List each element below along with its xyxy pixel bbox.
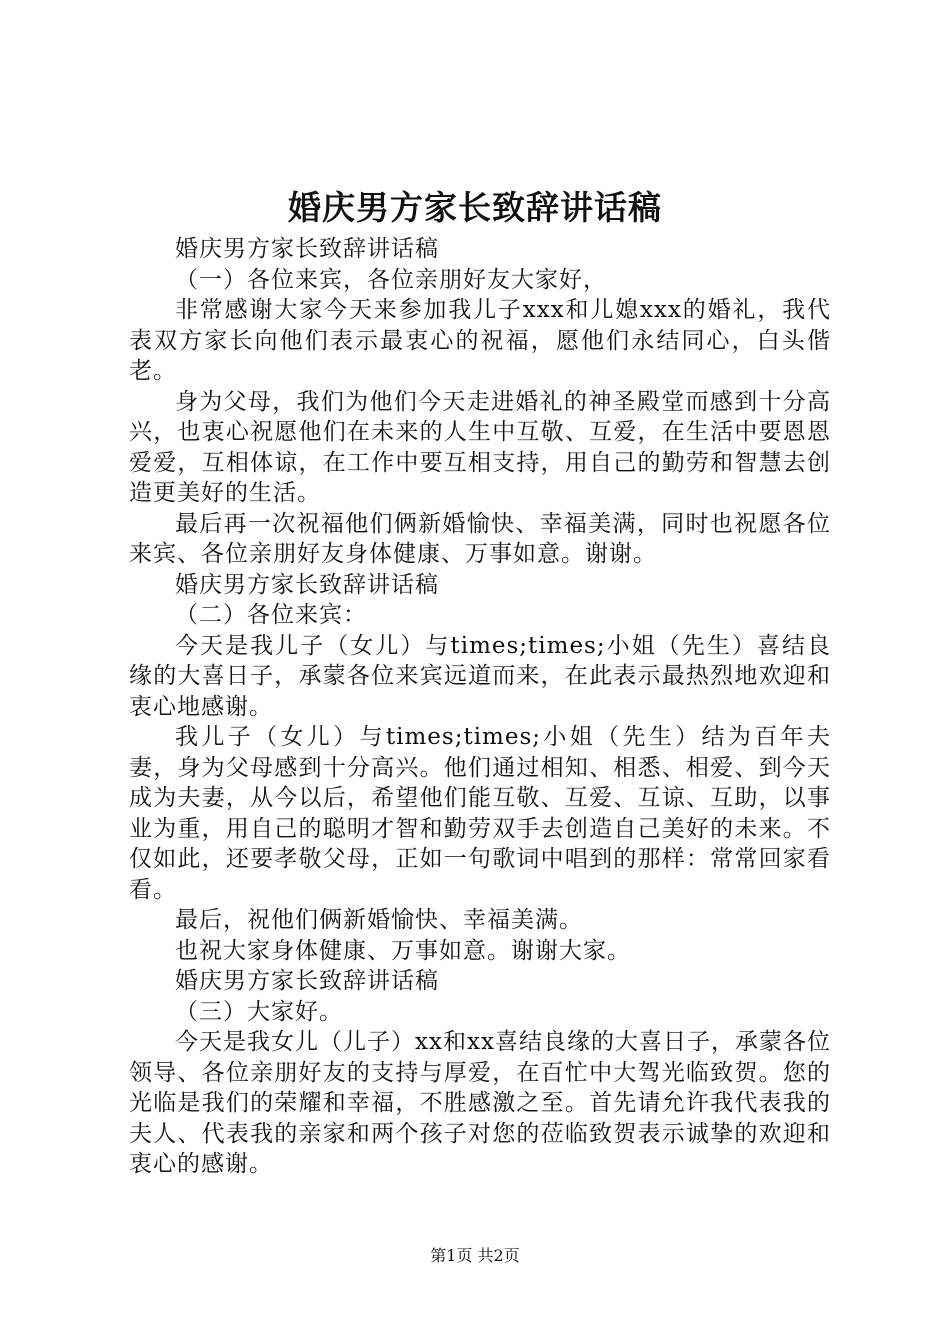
section-heading: 婚庆男方家长致辞讲话稿 (175, 571, 439, 598)
page-footer: 第1页 共2页 (430, 1246, 520, 1265)
paragraph: 也祝大家身体健康、万事如意。谢谢大家。 (175, 937, 631, 964)
paragraph: （二）各位来宾： (175, 602, 367, 628)
paragraph: 非常感谢大家今天来参加我儿子xxx和儿媳xxx的婚礼，我代表双方家长向他们表示最衷心的祝福，愿他们永结同心，白头偕老。 (129, 297, 831, 384)
paragraph: 最后，祝他们俩新婚愉快、幸福美满。 (175, 907, 583, 933)
paragraph: 身为父母，我们为他们今天走进婚礼的神圣殿堂而感到十分高兴，也衷心祝愿他们在未来的人生中互敬、互爱，在生活中要恩恩爱爱，互相体谅，在工作中要互相支持，用自己的勤劳和智慧去创造更美好的生活。 (129, 388, 831, 506)
section-heading: 婚庆男方家长致辞讲话稿 (175, 968, 439, 994)
section-heading: 婚庆男方家长致辞讲话稿 (175, 236, 439, 262)
paragraph: （三）大家好。 (175, 998, 343, 1025)
paragraph: 今天是我女儿（儿子）xx和xx喜结良缘的大喜日子，承蒙各位领导、各位亲朋好友的支持与厚爱，在百忙中大驾光临致贺。您的光临是我们的荣耀和幸福，不胜感激之至。首先请允许我代表我的夫人、代表我的亲家和两个孩子对您的莅临致贺表示诚挚的欢迎和衷心的感谢。 (129, 1029, 831, 1177)
paragraph: 今天是我儿子（女儿）与times;times;小姐（先生）喜结良缘的大喜日子，承蒙各位来宾远道而来，在此表示最热烈地欢迎和衷心地感谢。 (129, 632, 831, 720)
document-title: 婚庆男方家长致辞讲话稿 (288, 188, 662, 227)
paragraph: 最后再一次祝福他们俩新婚愉快、幸福美满，同时也祝愿各位来宾、各位亲朋好友身体健康、万事如意。谢谢。 (129, 510, 831, 567)
document-body (129, 234, 831, 1180)
paragraph: 我儿子（女儿）与times;times;小姐（先生）结为百年夫妻，身为父母感到十分高兴。他们通过相知、相悉、相爱、到今天成为夫妻，从今以后，希望他们能互敬、互爱、互谅、互助，以事业为重，用自己的聪明才智和勤劳双手去创造自己美好的未来。不仅如此，还要孝敬父母，正如一句歌词中唱到的那样：常常回家看看。 (129, 724, 831, 903)
paragraph: （一）各位来宾，各位亲朋好友大家好， (175, 266, 607, 293)
